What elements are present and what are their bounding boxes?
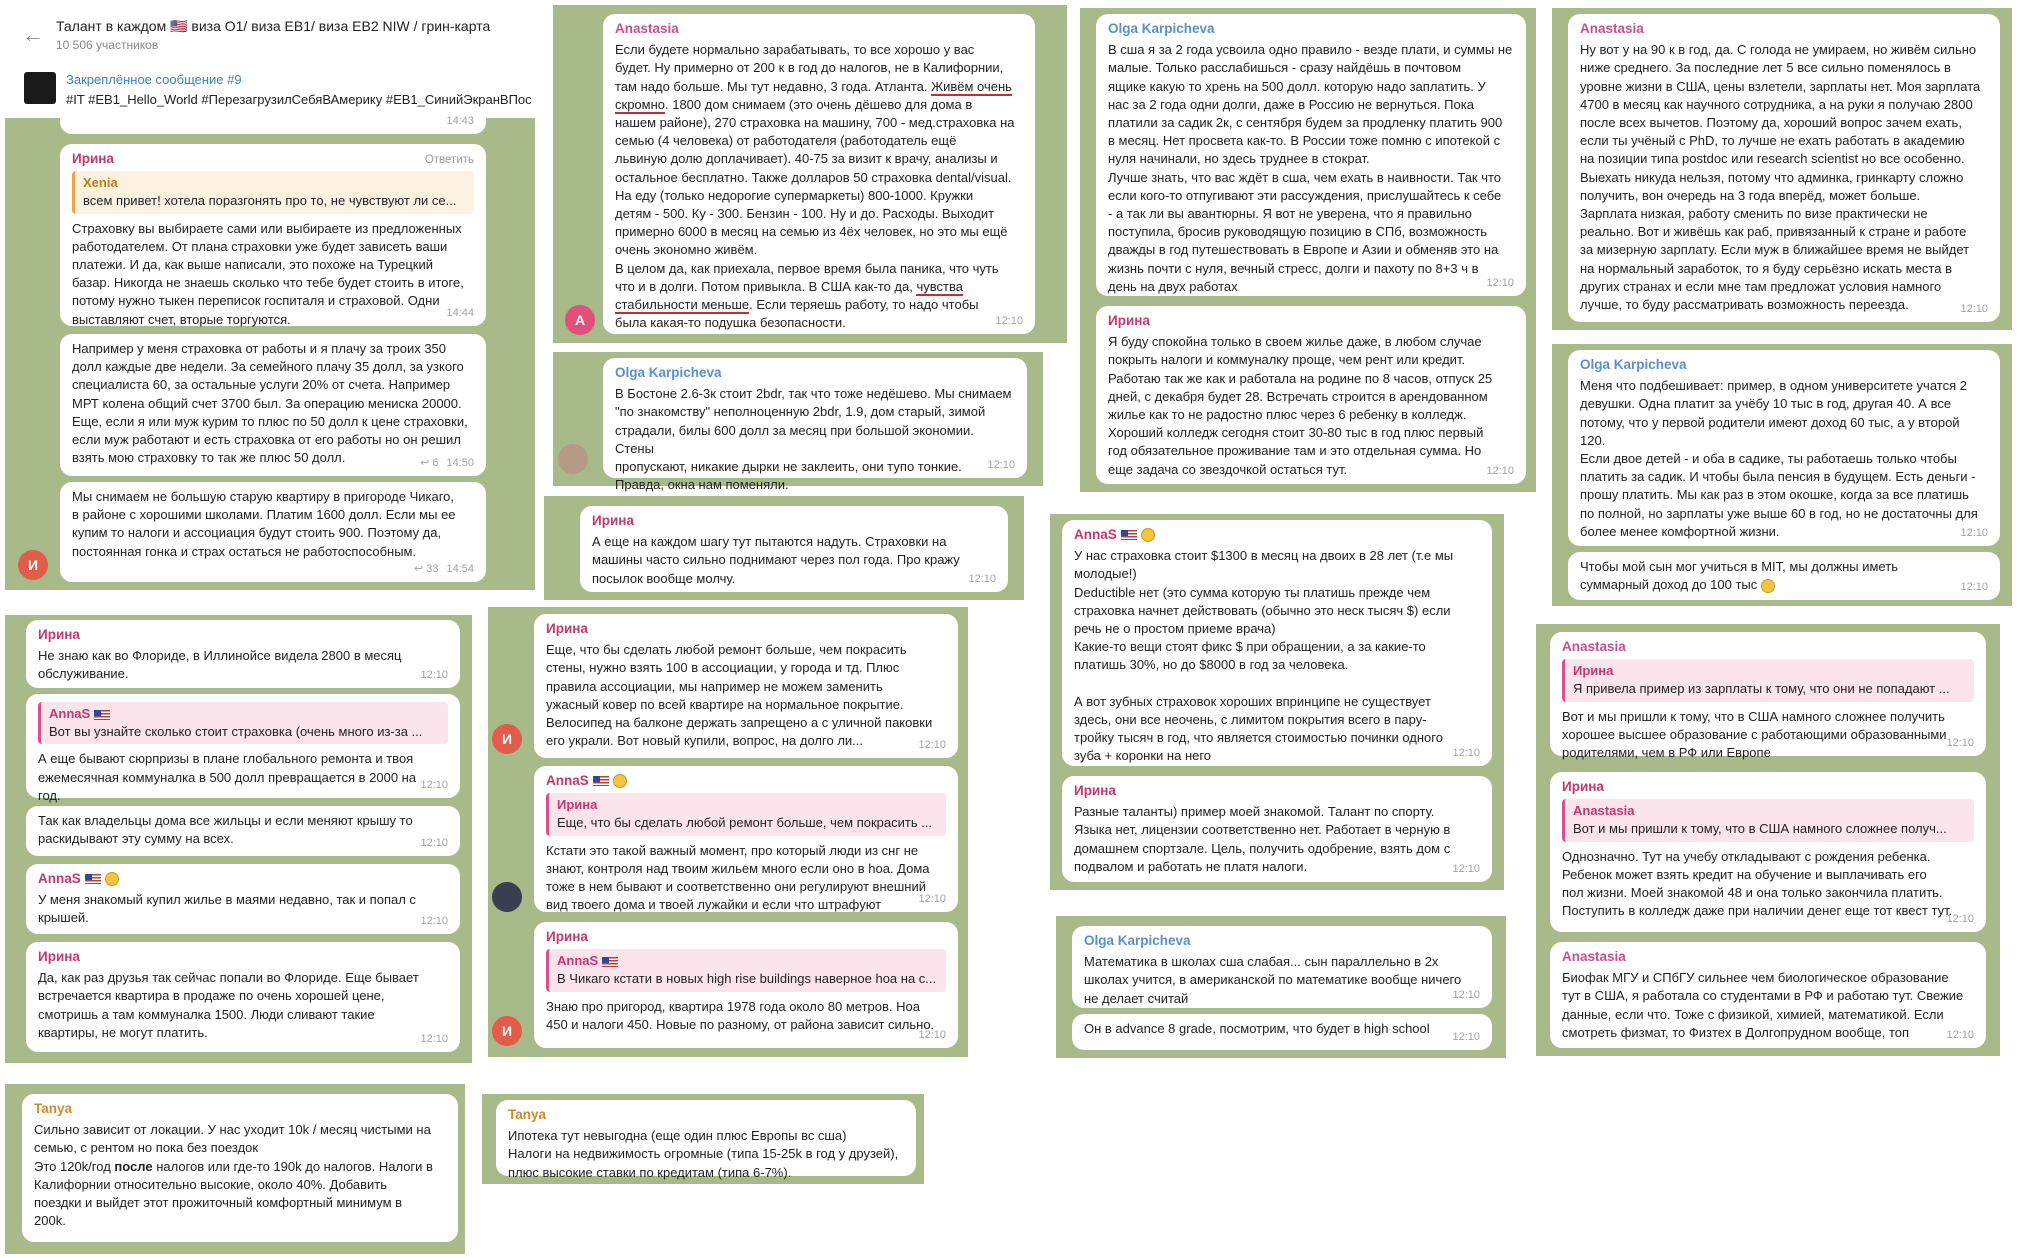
reply-quote[interactable] <box>1562 799 1974 841</box>
underlined-text: Живём очень скромно <box>615 78 1012 112</box>
message-bubble <box>60 482 486 582</box>
reply-count[interactable]: ↩ 6 <box>420 456 439 469</box>
message-text: Не знаю как во Флориде, в Иллинойсе видела 2800 в месяц обслуживание. <box>38 648 402 682</box>
message-time: 12:10 <box>420 1032 448 1045</box>
reply-quote[interactable] <box>546 949 946 991</box>
message-time: 12:10 <box>968 572 996 585</box>
reply-sender-name: AnnaS <box>557 953 599 969</box>
message-bubble <box>26 864 460 934</box>
message-text <box>1580 558 1988 594</box>
reply-sender: Anastasia <box>1573 803 1635 819</box>
message-text: Так как владельцы дома все жильцы и если меняют крышу то раскидывают эту сумму на всех. <box>38 813 413 847</box>
message-time: 12:10 <box>1452 988 1480 1001</box>
sender-name[interactable]: Ирина <box>546 621 588 636</box>
message-text: В Бостоне 2.6-3к стоит 2bdr, так что тоже недёшево. Мы снимаем "по знакомству" неполноценную 2bdr, 1.9, дом старый, зимой страдали, билы 600 долл за месяц при большой экономии. Стены пропускают, никакие дырки не заклеить, они тупо тонкие. Правда, окна нам поменяли. <box>615 386 1012 493</box>
message-bubble <box>534 922 958 1048</box>
message-text <box>615 41 1023 332</box>
message-bubble <box>26 942 460 1052</box>
message-text: Ипотека тут невыгодна (еще один плюс Европы вс сша) Налоги на недвижимость огромные (типа 15-25k в год у друзей), плюс высокие ставки по кредитам (типа 6-7%). <box>508 1128 899 1180</box>
message-bubble <box>26 694 460 803</box>
message-text: Знаю про пригород, квартира 1978 года около 80 метров. Ноа 450 и налоги 450. Новые по разному, от района зависит сильно. <box>546 998 935 1032</box>
pinned-thumbnail <box>24 72 56 104</box>
message-time: 12:10 <box>1946 736 1974 749</box>
message-text: Например у меня страховка от работы и я плачу за троих 350 долл каждые две недели. За семейного плачу 35 долл, за узкого специалиста 60, за остальные услуги 20% от счета. Например МРТ колена общий счет 3700 был. За операцию мениска 20000. Еще, если я или муж курим то плюс по 50 долл к цене страховки, если муж работают и есть страховка от его работы но он решил взять мою страховку то так же плюс 50 долл. <box>72 341 468 466</box>
message-text: Ну вот у на 90 к в год, да. С голода не умираем, но живём сильно ниже среднего. За последние лет 5 все сильно поменялось в уровне жизни в США, цены взлетели, зарплаты нет. Моя зарплата 4700 в месяц как научного сотрудника, а на руки я получаю 2800 после всех вычетов. Поэтому да, хороший вопрос зачем ехать, если ты учёный с PhD, то лучше не ехать работать в академию на позиции типа postdoc или research scientist но все особенно. Выехать никуда нельзя, потому что админка, гринкарту сложно получить, вон очередь на 3 года вперёд, может больше. Зарплата низкая, работу сменить по визе практически не реально. Вот и живёшь как раб, привязанный к стране и работе за мизерную зарплату. Если муж в ближайшее время не выйдет на нормальный заработок, то я буду серьёзно искать места в других странах и если мне там предложат условия намного лучше, то буду рассматривать возможность переезда. <box>1580 42 1981 313</box>
reply-text: Я привела пример из зарплаты к тому, что они не попадают ... <box>1573 681 1950 697</box>
message-bubble <box>60 144 486 326</box>
bold-text: после <box>114 1158 153 1174</box>
reply-sender: Ирина <box>1573 663 1614 679</box>
message-time: 12:10 <box>420 778 448 791</box>
sender-name[interactable]: Ирина <box>1562 779 1604 794</box>
message-time: 12:10 <box>1452 746 1480 759</box>
sender-name-text: AnnaS <box>546 773 589 788</box>
sunglasses-emoji-icon <box>613 774 627 788</box>
message-text: Еще, что бы сделать любой ремонт больше, чем покрасить стены, нужно взять 100 в ассоциации, у города и тд. Плюс правила ассоциации, мы например не можем заменить ужасный ковер по всей квартире на нормальное покрытие. Велосипед на балконе держать запрещено а с уличной паковки его украли. Вот новый купили, вопрос, на долго ли... <box>546 642 933 749</box>
reply-text: Вот и мы пришли к тому, что в США намного сложнее получ... <box>1573 821 1947 837</box>
message-text: Однозначно. Тут на учебу откладывают с рождения ребенка. Ребенок может взять кредит на обучение и выплачивать его пол жизни. Моей знакомой 48 и она только закончила платить. Поступить в колледж даже при наличии денег еще тот квест тут. <box>1562 848 1953 919</box>
reply-sender-name: AnnaS <box>49 706 91 721</box>
message-text: Биофак МГУ и СПбГУ сильнее чем биологическое образование тут в США, я работала со студентами в РФ и работаю тут. Свежие данные, если что. Тоже с физикой, химией, математикой. Если смотреть физмат, то Физтех в Долгопрудном вообще, топ <box>1562 970 1964 1040</box>
pinned-label: Закреплённое сообщение #9 <box>66 72 242 87</box>
sender-name[interactable]: Tanya <box>508 1107 547 1122</box>
message-time: 12:10 <box>1946 1028 1974 1041</box>
message-bubble <box>1072 1014 1492 1050</box>
message-bubble <box>26 620 460 688</box>
message-time: 14:44 <box>446 306 474 319</box>
text-part: . Если теряешь работу, то надо чтобы была какая-то подушка безопасности. <box>615 297 979 331</box>
message-text: Математика в школах сша слабая... сын параллельно в 2х школах учится, в американской по математике вообще ничего не делает считай <box>1084 954 1462 1006</box>
reply-quote[interactable] <box>1562 659 1974 701</box>
message-time: 12:10 <box>420 914 448 927</box>
sender-name[interactable]: Tanya <box>34 1101 73 1116</box>
message-time: 12:10 <box>1960 526 1988 539</box>
sender-name[interactable] <box>1074 526 1480 544</box>
message-text: Страховку вы выбираете сами или выбираете из предложенных работодателем. От плана страховки уже будет зависеть ваши платежи. И да, как выше написали, это похоже на Турецкий базар. Никогда не знаешь сколько что тебе будет стоить в итоге, потому нужно тыкен переписок госпиталя и страховой. Одни выставляют счет, вторые торгуются. <box>72 220 464 327</box>
message-time: 12:10 <box>1486 276 1514 289</box>
message-time: 12:10 <box>918 738 946 751</box>
message-bubble <box>580 506 1008 592</box>
back-arrow-icon[interactable]: ← <box>22 22 44 47</box>
message-bubble <box>60 334 486 476</box>
sender-name[interactable]: Anastasia <box>1562 949 1626 964</box>
chat-title[interactable]: Талант в каждом 🇺🇸 виза O1/ виза EB1/ виза EB2 NIW / грин-карта <box>56 18 491 34</box>
message-time: 12:10 <box>420 668 448 681</box>
message-text: У нас страховка стоит $1300 в месяц на двоих в 28 лет (т.е мы молодые!) Deductible нет (это сумма которую ты платишь прежде чем страховка начнет действовать (обычно это неск тысяч $) если речь не о простом приеме врача) Какие-то вещи стоят фикс $ при обращении, а за какие-то платишь 30%, но до $8000 в год за человека. А вот зубных страховок хороших впринципе не существует здесь, они все неочень, с лимитом покрытия всего в пару- тройку тысяч в год, что является стоимостью починки одного зуба + коронки на него <box>1074 548 1454 764</box>
sender-name[interactable]: Ирина <box>38 627 80 642</box>
message-time: 12:10 <box>1960 580 1988 593</box>
message-text: В сша я за 2 года усвоила одно правило - везде плати, и суммы не малые. Только расслабишься - сразу найдёшь в почтовом ящике какую то хрень на 500 долл. которую надо заплатить. У нас за 2 года одни долги, даже в Россию не вернуться. Пока платили за садик 2к, с сентября будем за продленку платить 900 в месяц. Нет просвета как-то. В России тоже помню с ипотекой с нуля начинали, но здесь труднее в стократ. Лучше знать, что вас ждёт в сша, чем ехать в наивности. Так что если кого-то отпугивают эти рассуждения, прислушайтесь к себе - а так ли вы авантюрны. Я вот не уверена, что я правильно поступила, бросив руководящую позицию в СПб, возможность дважды в год путешествовать в Европе и Азии и обменяв это на жизнь почти с нуля, вечный стресс, долги и пахоту по 8+3 ч в день на двух работах <box>1108 42 1513 294</box>
us-flag-icon <box>602 957 618 967</box>
avatar[interactable]: И <box>18 550 48 580</box>
sender-name[interactable]: Olga Karpicheva <box>1084 933 1191 948</box>
us-flag-icon <box>94 710 110 720</box>
message-time: 12:10 <box>1452 862 1480 875</box>
message-bubble <box>534 614 958 758</box>
time-value: 14:50 <box>446 456 474 469</box>
reply-quote[interactable] <box>38 702 448 744</box>
reply-quote[interactable] <box>546 793 946 835</box>
pinned-text: #IT #EB1_Hello_World #ПерезагрузилСебяВАмерику #EB1_СинийЭкранВПос <box>66 92 532 107</box>
message-bubble <box>1550 942 1986 1048</box>
message-text: Он в advance 8 grade, посмотрим, что будет в high school <box>1084 1021 1430 1036</box>
us-flag-icon <box>1121 530 1137 540</box>
us-flag-icon <box>85 874 101 884</box>
message-time: 12:10 <box>1960 302 1988 315</box>
reply-text: Еще, что бы сделать любой ремонт больше, чем покрасить ... <box>557 815 933 831</box>
message-text: У меня знакомый купил жилье в маями недавно, так и попал с крышей. <box>38 892 416 926</box>
message-bubble <box>1550 632 1986 761</box>
sender-name[interactable]: Ирина <box>72 151 114 166</box>
text-part: налогов или где-то 190k до налогов. Налоги в Калифорнии относительно высокие, около 40%. Добавить поездки и выйдет этот прожиточный комфортный минимум в 200k. <box>34 1158 433 1229</box>
message-text: Да, как раз друзья так сейчас попали во Флориде. Еще бывает встречается квартира в продаже по очень хорошей цене, смотришь а там коммуналка 1500. Люди сливают такие квартиры, не могут платить. <box>38 970 419 1040</box>
text-part: . 1800 дом снимаем (это очень дёшево для дома в нашем районе), 270 страховка на машину, 700 - мед.страховка на семью (4 человека) от работодателя (работодатель ещё львиную долю доплачивает). 40-75 за визит к врачу, анализы и остальное бесплатно. Также долларов 50 страховка dental/visual. На еду (только недорогие супермаркеты) 800-1000. Кружки детям - 500. Ку - 300. Бензин - 100. Ну и до. Расходы. Выходит примерно 6000 в месяц на семью из 4ёх человек, но это мы ещё очень экономно живём. В целом да, как приехала, первое время была паника, что чуть что и в долги. Потом привыкла. В США как-то да, <box>615 96 1015 294</box>
sender-name[interactable]: Anastasia <box>615 21 679 36</box>
message-bubble <box>22 1094 458 1242</box>
message-text: Вот и мы пришли к тому, что в США намного сложнее получить хорошее высшее образование с работающими образованными родителями, чем в РФ или Европе <box>1562 708 1947 761</box>
message-bubble <box>60 112 486 134</box>
chat-header <box>0 0 540 62</box>
sender-name[interactable]: Ирина <box>1074 783 1116 798</box>
message-time: 12:10 <box>918 892 946 905</box>
message-bubble <box>603 14 1035 334</box>
message-time: 12:10 <box>420 836 448 849</box>
message-bubble <box>534 766 958 912</box>
sunglasses-emoji-icon <box>1141 528 1155 542</box>
message-time <box>414 560 474 578</box>
message-time: 12:10 <box>1486 464 1514 477</box>
message-time: 12:10 <box>918 1028 946 1041</box>
reply-count[interactable]: ↩ 33 <box>413 562 439 575</box>
reply-action[interactable]: Ответить <box>424 154 474 166</box>
message-bubble <box>1096 14 1526 296</box>
avatar[interactable]: И <box>492 724 522 754</box>
reply-text: всем привет! хотела поразгонять про то, не чувствуют ли се... <box>83 193 457 209</box>
message-time: 12:10 <box>1452 1030 1480 1043</box>
message-time: 14:43 <box>446 114 474 127</box>
sender-name[interactable]: Olga Karpicheva <box>1108 21 1215 36</box>
avatar[interactable]: И <box>492 1016 522 1046</box>
underlined-text: чувства стабильности меньше <box>615 278 963 313</box>
sunglasses-emoji-icon <box>105 872 119 886</box>
member-count: 10 506 участников <box>56 38 159 52</box>
sender-name[interactable]: Ирина <box>546 929 588 944</box>
text-part: Сильно зависит от локации. У нас уходит 10k / месяц чистыми на семью, с рентом но пока без поездок Это 120k/год <box>34 1122 431 1174</box>
sender-name[interactable]: Ирина <box>592 513 634 528</box>
message-text: Мы снимаем не большую старую квартиру в пригороде Чикаго, в районе с хорошими школами. Платим 1600 долл. Если мы ее купим то налоги и ассоциация будут стоить 900. Поэтому да, постоянная гонка и страх остаться не работоспособным. <box>72 489 456 559</box>
message-bubble <box>26 806 460 856</box>
avatar[interactable]: A <box>565 305 595 335</box>
message-time: 12:10 <box>995 314 1023 327</box>
message-bubble <box>1568 350 2000 546</box>
smile-emoji-icon <box>1761 579 1775 593</box>
message-text: Я буду спокойна только в своем жилье даже, в любом случае покрыть налоги и коммуналку проще, чем рент или кредит. Работаю так же как и работала на родине по 8 часов, отпуск 25 дней, с декабря будет 28. Встречать строится в арендованном жилье как то не радостно плюс через 6 ребенку в колледж. Хороший колледж сегодня стоит 30-80 тыс в год плюс первый год обязательное проживание там и это отдельная сумма. Но еще задача со звездочкой остаться тут. <box>1108 334 1493 477</box>
reply-sender: Ирина <box>557 797 598 813</box>
sender-name[interactable]: Ирина <box>38 949 80 964</box>
message-bubble <box>1072 926 1492 1008</box>
sender-name-text: AnnaS <box>38 871 81 886</box>
message-text: А еще на каждом шагу тут пытаются надуть. Страховки на машины часто сильно поднимают через пол года. Про кражу посылок вообще молчу. <box>592 534 960 586</box>
message-text: Меня что подбешивает: пример, в одном университете учатся 2 девушки. Одна платит за учёбу 10 тыс в год, другая 40. А все потому, что у первой родители имеют доход 60 тыс, а у второй 120. Если двое детей - и оба в садике, ты работаешь только чтобы платить за садик. И чтобы была пенсия в будущем. Есть деньги - прошу платить. Мы как раз в этом окошке, когда за все платишь по полной, но зарплаты уже выше 60 в год, но не достаточны для более менее комфортной жизни. <box>1580 378 1978 539</box>
message-text <box>34 1121 446 1230</box>
message-bubble <box>1062 520 1492 766</box>
message-bubble <box>603 358 1027 493</box>
message-bubble <box>496 1100 916 1180</box>
sender-name-text: AnnaS <box>1074 527 1117 542</box>
sender-name[interactable] <box>38 870 448 888</box>
message-text: А еще бывают сюрпризы в плане глобального ремонта и твоя ежемесячная коммуналка в 500 долл превращается в 2000 на год. <box>38 751 417 803</box>
reply-sender <box>49 705 440 723</box>
sender-name[interactable]: Olga Karpicheva <box>615 365 722 380</box>
message-time <box>420 454 474 472</box>
avatar-photo[interactable] <box>492 882 522 912</box>
text-part: Если будете нормально зарабатывать, то все хорошо у вас будет. Ну примерно от 200 к в год до налогов, не в Калифорнии, там надо больше. Мы тут недавно, 3 года. Атланта. <box>615 42 1004 94</box>
text-part: Чтобы мой сын мог учиться в MIT, мы должны иметь суммарный доход до 100 тыс <box>1580 559 1898 593</box>
avatar-photo[interactable] <box>558 444 588 474</box>
time-value: 14:54 <box>446 562 474 575</box>
message-text: Разные таланты) пример моей знакомой. Талант по спорту. Языка нет, лицензии соответственно нет. Работает в черную в домашнем спортзале. Цель, получить одобрение, взять дом с подвалом и работать не платя налоги. <box>1074 804 1451 874</box>
sender-name[interactable]: Ирина <box>1108 313 1150 328</box>
sender-name[interactable] <box>546 772 946 790</box>
reply-text: В Чикаго кстати в новых high rise buildings наверное hoa на с... <box>557 971 937 987</box>
message-bubble <box>1568 552 2000 600</box>
reply-sender <box>557 952 938 970</box>
reply-sender: Xenia <box>83 175 118 191</box>
message-bubble <box>1096 306 1526 484</box>
reply-quote[interactable] <box>72 171 474 213</box>
message-bubble <box>1568 14 2000 322</box>
message-bubble <box>1550 772 1986 932</box>
sender-name[interactable]: Olga Karpicheva <box>1580 357 1687 372</box>
sender-name[interactable]: Anastasia <box>1562 639 1626 654</box>
reply-text: Вот вы узнайте сколько стоит страховка (очень много из-за ... <box>49 724 423 740</box>
us-flag-icon <box>593 776 609 786</box>
message-time: 12:10 <box>1946 912 1974 925</box>
message-bubble <box>1062 776 1492 882</box>
message-text: Кстати это такой важный момент, про который люди из снг не знают, контроля над твоим жильем много если оно в hoa. Дома тоже в нем бывают и соответственно они регулируют внешний вид твоего дома и твоей лужайки и если что штрафуют <box>546 842 930 913</box>
message-time: 12:10 <box>987 458 1015 471</box>
pinned-message-bar[interactable] <box>0 64 540 118</box>
sender-name[interactable]: Anastasia <box>1580 21 1644 36</box>
